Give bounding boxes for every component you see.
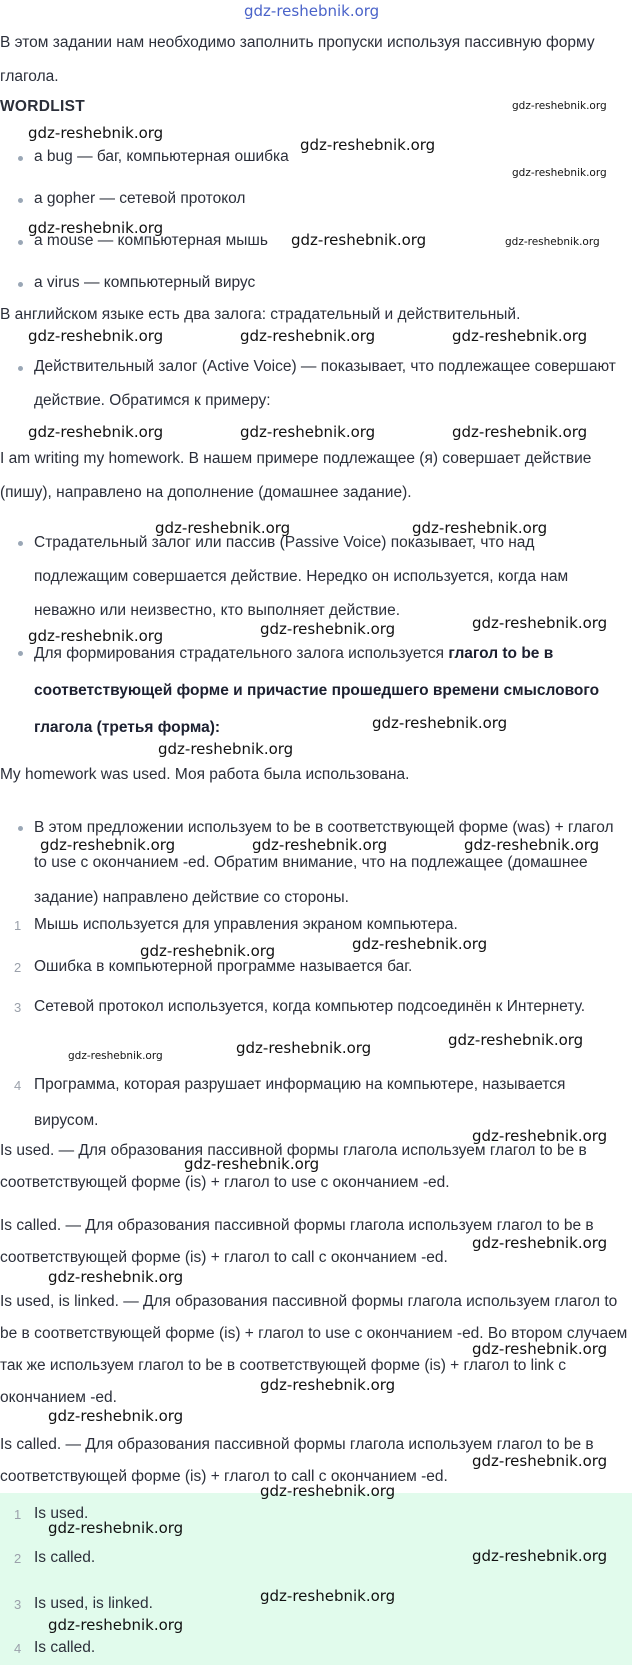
watermark: gdz-reshebnik.org bbox=[260, 1587, 396, 1605]
bullet-icon bbox=[18, 282, 23, 287]
watermark: gdz-reshebnik.org bbox=[48, 1407, 184, 1425]
watermark: gdz-reshebnik.org bbox=[452, 327, 588, 345]
answer-number: 3 bbox=[14, 1597, 22, 1612]
explanation-text: В этом предложении используем to be в соответствующей форме (was) + глагол to use с окончанием -ed. Обратим внимание, что на подлежащее (домашнее задание) направлено действие со стороны. bbox=[34, 819, 614, 906]
wordlist-item: a bug — баг, компьютерная ошибка bbox=[34, 148, 289, 165]
passive-example: My homework was used. Моя работа была использована. bbox=[0, 766, 410, 783]
watermark: gdz-reshebnik.org bbox=[464, 836, 600, 854]
passive-voice-text: Страдательный залог или пассив (Passive Voice) показывает, что над подлежащим совершается действие. Нередко он используется, когда нам неважно или неизвестно, кто выполняет действие. bbox=[34, 534, 569, 619]
passive-rule-start: Для формирования страдательного залога используется bbox=[34, 645, 449, 662]
watermark: gdz-reshebnik.org bbox=[68, 1050, 163, 1062]
answer-item: Is used. bbox=[34, 1505, 89, 1522]
answer-number: 1 bbox=[14, 1507, 22, 1522]
watermark: gdz-reshebnik.org bbox=[472, 614, 608, 632]
watermark: gdz-reshebnik.org bbox=[260, 1376, 396, 1394]
watermark: gdz-reshebnik.org bbox=[472, 1340, 608, 1358]
sentence-number: 1 bbox=[14, 918, 22, 933]
watermark: gdz-reshebnik.org bbox=[512, 100, 607, 112]
sentence-item: Сетевой протокол используется, когда компьютер подсоединён к Интернету. bbox=[34, 998, 586, 1015]
watermark: gdz-reshebnik.org bbox=[28, 124, 164, 142]
sentence-item: Программа, которая разрушает информацию на компьютере, называется вирусом. bbox=[34, 1076, 566, 1129]
bullet-icon bbox=[18, 156, 23, 161]
watermark: gdz-reshebnik.org bbox=[452, 423, 588, 441]
watermark: gdz-reshebnik.org bbox=[48, 1616, 184, 1634]
answer-explanation-2: Is called. — Для образования пассивной формы глагола используем глагол to be в соответствующей форме (is) + глагол to call с окончанием -ed. bbox=[0, 1217, 594, 1266]
intro-text: В этом задании нам необходимо заполнить пропуски используя пассивную форму глагола. bbox=[0, 34, 595, 85]
watermark: gdz-reshebnik.org bbox=[512, 167, 607, 179]
watermark: gdz-reshebnik.org bbox=[352, 935, 488, 953]
watermark: gdz-reshebnik.org bbox=[28, 327, 164, 345]
watermark: gdz-reshebnik.org bbox=[372, 714, 508, 732]
watermark: gdz-reshebnik.org bbox=[240, 423, 376, 441]
answer-item: Is called. bbox=[34, 1549, 96, 1566]
watermark: gdz-reshebnik.org bbox=[158, 740, 294, 758]
bullet-icon bbox=[18, 240, 23, 245]
bullet-icon bbox=[18, 366, 23, 371]
sentence-number: 2 bbox=[14, 960, 22, 975]
answer-item: Is called. bbox=[34, 1639, 96, 1656]
watermark: gdz-reshebnik.org bbox=[155, 519, 291, 537]
answer-number: 4 bbox=[14, 1641, 22, 1656]
bullet-icon bbox=[18, 541, 23, 546]
passive-rule-bold-3: глагола (третья форма): bbox=[34, 719, 221, 736]
bullet-icon bbox=[18, 198, 23, 203]
passive-rule-text bbox=[34, 635, 626, 746]
watermark: gdz-reshebnik.org bbox=[260, 620, 396, 638]
bullet-icon bbox=[18, 651, 23, 656]
watermark: gdz-reshebnik.org bbox=[472, 1234, 608, 1252]
watermark: gdz-reshebnik.org bbox=[448, 1031, 584, 1049]
active-example: I am writing my homework. В нашем примере подлежащее (я) совершает действие (пишу), направлено на дополнение (домашнее задание). bbox=[0, 450, 592, 501]
answer-explanation-4: Is called. — Для образования пассивной формы глагола используем глагол to be в соответствующей форме (is) + глагол to call с окончанием -ed. bbox=[0, 1436, 594, 1485]
watermark-top: gdz-reshebnik.org bbox=[244, 2, 380, 20]
answer-number: 2 bbox=[14, 1551, 22, 1566]
wordlist-item: a mouse — компьютерная мышь bbox=[34, 232, 268, 249]
watermark: gdz-reshebnik.org bbox=[240, 327, 376, 345]
watermark: gdz-reshebnik.org bbox=[140, 942, 276, 960]
passive-rule-bold-2: соответствующей форме и причастие прошедшего времени смыслового bbox=[34, 682, 600, 699]
sentence-item: Ошибка в компьютерной программе называется баг. bbox=[34, 958, 413, 975]
voices-intro: В английском языке есть два залога: страдательный и действительный. bbox=[0, 306, 521, 323]
watermark: gdz-reshebnik.org bbox=[28, 219, 164, 237]
watermark: gdz-reshebnik.org bbox=[28, 627, 164, 645]
watermark: gdz-reshebnik.org bbox=[300, 136, 436, 154]
watermark: gdz-reshebnik.org bbox=[472, 1127, 608, 1145]
passive-rule-bold-1: глагол to be в bbox=[448, 645, 554, 662]
sentence-number: 4 bbox=[14, 1078, 22, 1093]
watermark: gdz-reshebnik.org bbox=[291, 231, 427, 249]
watermark: gdz-reshebnik.org bbox=[48, 1519, 184, 1537]
watermark: gdz-reshebnik.org bbox=[472, 1547, 608, 1565]
sentence-number: 3 bbox=[14, 1000, 22, 1015]
wordlist-item: a virus — компьютерный вирус bbox=[34, 274, 256, 291]
active-voice-text: Действительный залог (Active Voice) — показывает, что подлежащее совершают действие. Обратимся к примеру: bbox=[34, 358, 616, 409]
watermark: gdz-reshebnik.org bbox=[505, 236, 600, 248]
watermark: gdz-reshebnik.org bbox=[28, 423, 164, 441]
watermark: gdz-reshebnik.org bbox=[412, 519, 548, 537]
answer-explanation-1: Is used. — Для образования пассивной формы глагола используем глагол to be в соответствующей форме (is) + глагол to use с окончанием -ed. bbox=[0, 1142, 587, 1191]
wordlist-heading: WORDLIST bbox=[0, 98, 86, 115]
watermark: gdz-reshebnik.org bbox=[472, 1452, 608, 1470]
bullet-icon bbox=[18, 826, 23, 831]
wordlist-item: a gopher — сетевой протокол bbox=[34, 190, 246, 207]
sentence-item: Мышь используется для управления экраном компьютера. bbox=[34, 916, 458, 933]
watermark: gdz-reshebnik.org bbox=[252, 836, 388, 854]
watermark: gdz-reshebnik.org bbox=[260, 1482, 396, 1500]
watermark: gdz-reshebnik.org bbox=[48, 1268, 184, 1286]
answer-item: Is used, is linked. bbox=[34, 1595, 153, 1612]
watermark: gdz-reshebnik.org bbox=[184, 1155, 320, 1173]
answer-explanation-3: Is used, is linked. — Для образования пассивной формы глагола используем глагол to be в соответствующей форме (is) + глагол to use с окончанием -ed. Во втором случаем так же используем глагол to be в соответствующей форме (is) + глагол to link с окончанием -ed. bbox=[0, 1293, 628, 1406]
watermark: gdz-reshebnik.org bbox=[40, 836, 176, 854]
watermark: gdz-reshebnik.org bbox=[236, 1039, 372, 1057]
